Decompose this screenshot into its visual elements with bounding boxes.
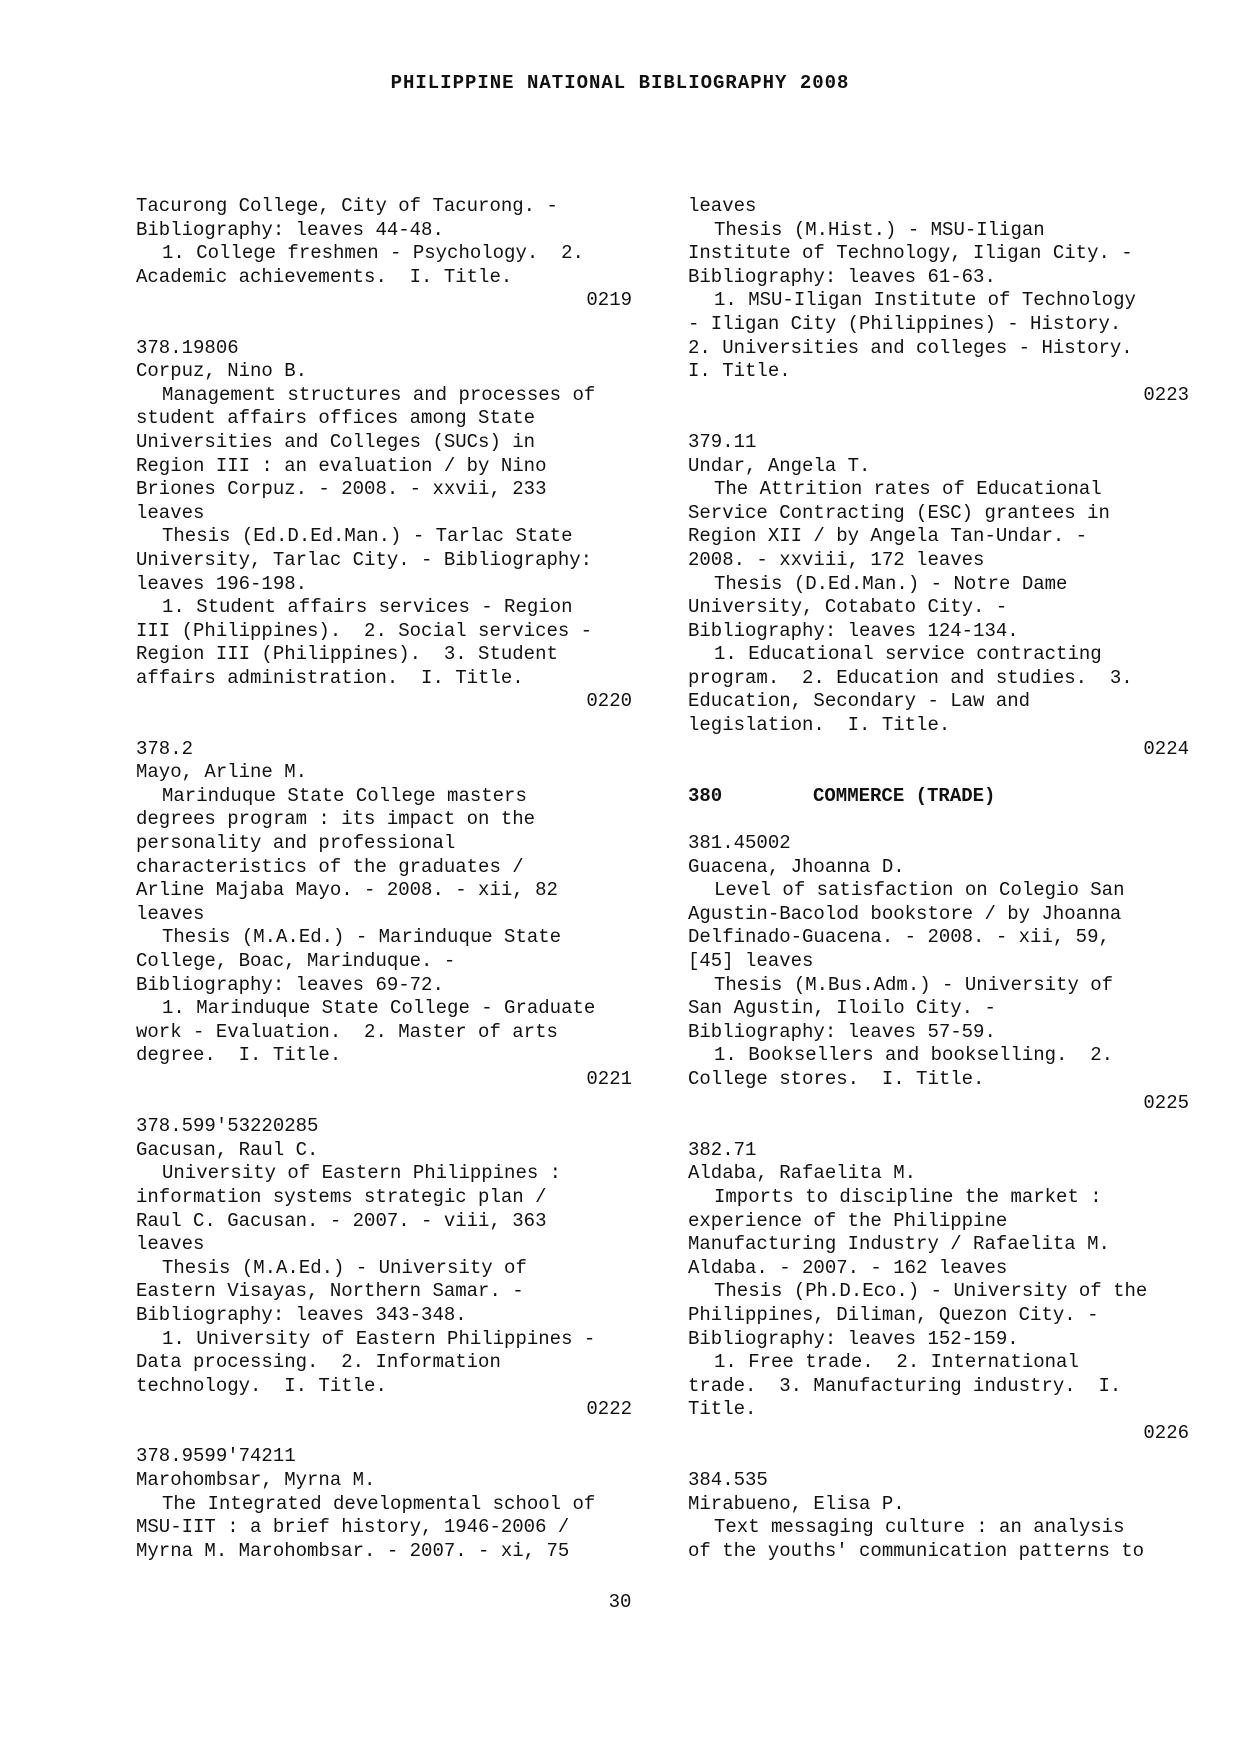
entry-line: Region III (Philippines). 3. Student (136, 643, 558, 666)
right-entries-before-section (688, 195, 1193, 761)
entry-line: 1. Marinduque State College - Graduate (162, 997, 596, 1020)
entry-line: Imports to discipline the market : (714, 1185, 1102, 1208)
entry-line: [45] leaves (688, 950, 814, 972)
entry-line: Gacusan, Raul C. (136, 1138, 319, 1161)
entry-line: Corpuz, Nino B. (136, 360, 308, 383)
entry-line: Thesis (D.Ed.Man.) - Notre Dame (714, 572, 1068, 595)
entry-line: 378.9599'74211 (136, 1445, 296, 1468)
right-column (688, 195, 1193, 1587)
entry-number: 0223 (1143, 383, 1189, 406)
entry-line: experience of the Philippine (688, 1209, 1008, 1232)
entry-line: III (Philippines). 2. Social services - (136, 619, 593, 642)
entry-line: Level of satisfaction on Colegio San (714, 879, 1125, 902)
entry-line: College stores. I. Title. (688, 1067, 985, 1090)
entry-line: characteristics of the graduates / (136, 855, 524, 878)
entry-line: Bibliography: leaves 44-48. (136, 218, 444, 241)
entry-number: 0221 (586, 1067, 632, 1090)
entry-line: 378.2 (136, 737, 194, 760)
entry-line: 381.45002 (688, 832, 791, 855)
entry-line: Management structures and processes of (162, 383, 596, 406)
entry-line: Aldaba, Rafaelita M. (688, 1162, 917, 1185)
entry-line: Manufacturing Industry / Rafaelita M. (688, 1233, 1110, 1256)
bibliography-entry (688, 195, 1193, 407)
entry-line: Philippines, Diliman, Quezon City. - (688, 1303, 1099, 1326)
entry-line: 1. Educational service contracting (714, 643, 1102, 666)
entry-line: The Integrated developmental school of (162, 1492, 596, 1515)
entry-line: Myrna M. Marohombsar. - 2007. - xi, 75 (136, 1539, 570, 1562)
entry-line: Bibliography: leaves 69-72. (136, 973, 444, 996)
entry-line: Thesis (M.A.Ed.) - Marinduque State (162, 926, 562, 949)
entry-line: Thesis (M.A.Ed.) - University of (162, 1256, 527, 1279)
entry-line: leaves (136, 501, 205, 524)
entry-line: 1. Booksellers and bookselling. 2. (714, 1044, 1114, 1067)
entry-line: 1. MSU-Iligan Institute of Technology (714, 289, 1136, 312)
entry-line: Thesis (Ph.D.Eco.) - University of the (714, 1280, 1148, 1303)
entry-line: Thesis (M.Hist.) - MSU-Iligan (714, 218, 1045, 241)
entry-line: leaves (688, 195, 757, 217)
bibliography-entry (136, 738, 636, 1092)
bibliography-entry (688, 1469, 1193, 1563)
entry-line: degree. I. Title. (136, 1044, 342, 1067)
bibliography-entry (688, 832, 1193, 1115)
entry-line: Data processing. 2. Information (136, 1351, 501, 1374)
entry-line: 379.11 (688, 430, 757, 453)
entry-line: Title. (688, 1398, 757, 1421)
entry-line: Guacena, Jhoanna D. (688, 855, 905, 878)
entry-line: University of Eastern Philippines : (162, 1162, 562, 1185)
entry-number: 0222 (586, 1398, 632, 1421)
page-number: 30 (608, 1591, 632, 1613)
entry-number: 0225 (1143, 1091, 1189, 1114)
page-header: PHILIPPINE NATIONAL BIBLIOGRAPHY 2008 (390, 72, 850, 94)
entry-line: Tacurong College, City of Tacurong. - (136, 195, 558, 217)
entry-line: leaves (136, 902, 205, 925)
entry-line: degrees program : its impact on the (136, 808, 536, 831)
entry-line: Raul C. Gacusan. - 2007. - viii, 363 (136, 1209, 547, 1232)
entry-line: 1. College freshmen - Psychology. 2. (162, 242, 584, 265)
entry-line: - Iligan City (Philippines) - History. (688, 312, 1122, 335)
entry-number: 0226 (1143, 1421, 1189, 1444)
entry-line: Bibliography: leaves 61-63. (688, 265, 996, 288)
entry-line: Marohombsar, Myrna M. (136, 1469, 376, 1492)
entry-line: Agustin-Bacolod bookstore / by Jhoanna (688, 902, 1122, 925)
entry-line: 2. Universities and colleges - History. (688, 336, 1133, 359)
section-number: 380 (688, 784, 723, 807)
entry-line: I. Title. (688, 360, 791, 383)
entry-line: The Attrition rates of Educational (714, 478, 1102, 501)
entry-line: Arline Majaba Mayo. - 2008. - xii, 82 (136, 879, 558, 902)
entry-line: Region XII / by Angela Tan-Undar. - (688, 525, 1088, 548)
entry-line: College, Boac, Marinduque. - (136, 950, 456, 972)
entry-line: information systems strategic plan / (136, 1185, 547, 1208)
entry-line: Bibliography: leaves 124-134. (688, 619, 1019, 642)
entry-line: Thesis (Ed.D.Ed.Man.) - Tarlac State (162, 525, 573, 548)
entry-line: Eastern Visayas, Northern Samar. - (136, 1280, 524, 1303)
bibliography-entry (688, 431, 1193, 761)
entry-line: student affairs offices among State (136, 407, 536, 430)
entry-line: work - Evaluation. 2. Master of arts (136, 1020, 558, 1043)
entry-line: Delfinado-Guacena. - 2008. - xii, 59, (688, 926, 1110, 949)
entry-line: Undar, Angela T. (688, 454, 871, 477)
entry-line: Aldaba. - 2007. - 162 leaves (688, 1256, 1008, 1279)
entry-line: Text messaging culture : an analysis (714, 1516, 1125, 1539)
entry-line: 1. Free trade. 2. International (714, 1351, 1079, 1374)
entry-number: 0220 (586, 690, 632, 713)
entry-line: Education, Secondary - Law and (688, 690, 1031, 713)
entry-line: 1. University of Eastern Philippines - (162, 1327, 596, 1350)
entry-number: 0224 (1143, 737, 1189, 760)
entry-line: Mayo, Arline M. (136, 761, 308, 784)
entry-line: 378.19806 (136, 336, 239, 359)
entry-line: Universities and Colleges (SUCs) in (136, 430, 536, 453)
entry-line: trade. 3. Manufacturing industry. I. (688, 1374, 1122, 1397)
entry-line: University, Cotabato City. - (688, 596, 1008, 619)
entry-line: Institute of Technology, Iligan City. - (688, 242, 1133, 265)
entry-line: legislation. I. Title. (688, 714, 951, 737)
entry-line: affairs administration. I. Title. (136, 666, 524, 689)
bibliography-entry (136, 195, 636, 313)
entry-line: 384.535 (688, 1469, 768, 1492)
entry-line: Bibliography: leaves 57-59. (688, 1020, 996, 1043)
entry-line: Bibliography: leaves 152-159. (688, 1327, 1019, 1350)
entry-line: MSU-IIT : a brief history, 1946-2006 / (136, 1516, 570, 1539)
section-title: COMMERCE (TRADE) (813, 784, 996, 807)
entry-line: Mirabueno, Elisa P. (688, 1492, 905, 1515)
bibliography-entry (688, 1139, 1193, 1446)
bibliography-entry (136, 337, 636, 715)
entry-line: Briones Corpuz. - 2008. - xxvii, 233 (136, 478, 547, 501)
entry-line: University, Tarlac City. - Bibliography: (136, 548, 593, 571)
entry-line: 378.599'53220285 (136, 1115, 319, 1138)
entry-line: San Agustin, Iloilo City. - (688, 997, 996, 1020)
entry-line: Region III : an evaluation / by Nino (136, 454, 547, 477)
bibliography-entry (136, 1115, 636, 1422)
entry-line: leaves (136, 1233, 205, 1256)
entry-line: of the youths' communication patterns to (688, 1539, 1145, 1562)
entry-line: Service Contracting (ESC) grantees in (688, 501, 1110, 524)
section-heading (688, 785, 1193, 809)
entry-line: 382.71 (688, 1138, 757, 1161)
entry-line: program. 2. Education and studies. 3. (688, 666, 1133, 689)
entry-line: Marinduque State College masters (162, 784, 527, 807)
right-entries-after-section (688, 832, 1193, 1563)
entry-line: technology. I. Title. (136, 1374, 387, 1397)
entry-line: leaves 196-198. (136, 572, 308, 595)
entry-line: Bibliography: leaves 343-348. (136, 1303, 467, 1326)
bibliography-entry (136, 1445, 636, 1563)
entry-line: Thesis (M.Bus.Adm.) - University of (714, 973, 1114, 996)
entry-line: 1. Student affairs services - Region (162, 596, 573, 619)
entry-number: 0219 (586, 289, 632, 312)
entry-line: personality and professional (136, 832, 456, 855)
entry-line: Academic achievements. I. Title. (136, 265, 513, 288)
entry-line: 2008. - xxviii, 172 leaves (688, 548, 985, 571)
left-column (136, 195, 636, 1587)
